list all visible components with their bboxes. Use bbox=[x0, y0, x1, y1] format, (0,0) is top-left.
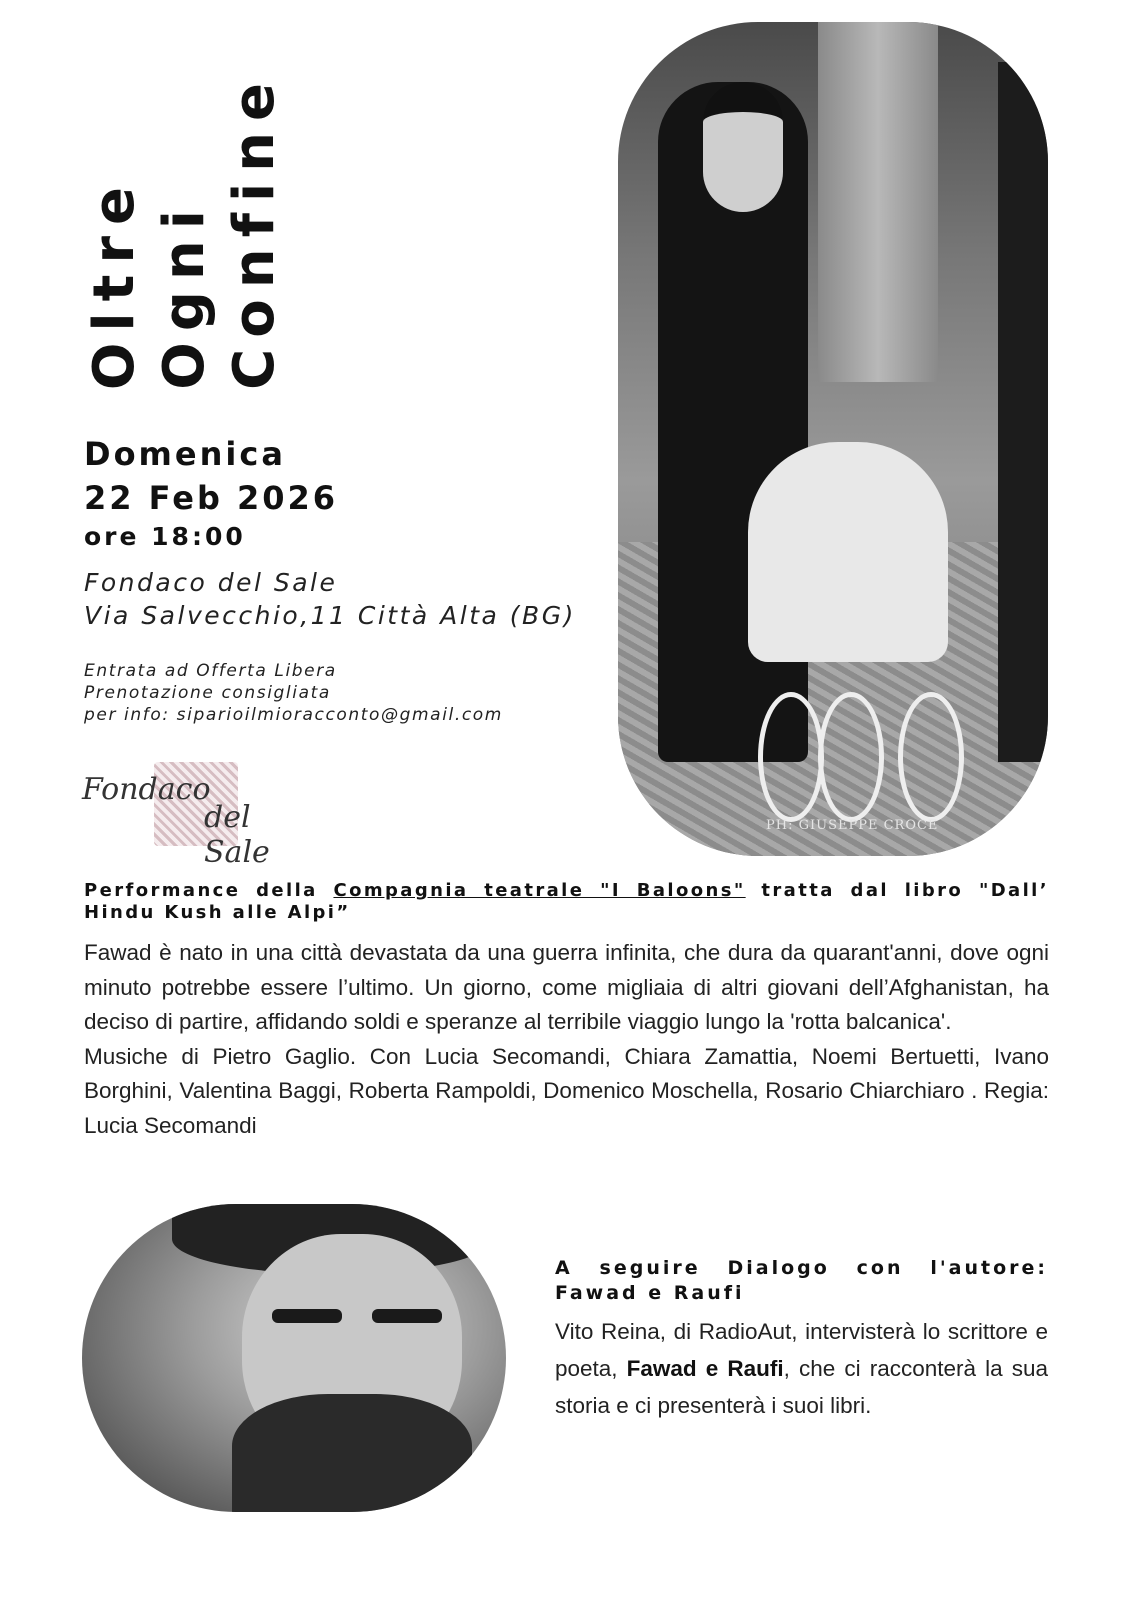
title-line-oltre: Oltre bbox=[82, 175, 147, 390]
event-date: 22 Feb 2026 bbox=[84, 479, 339, 517]
logo-word-fondaco: Fondaco bbox=[82, 772, 211, 807]
description-paragraph: Fawad è nato in una città devastata da una guerra infinita, che dura da quarant'anni, dove ogni minuto potrebbe essere l’ultimo. Un giorno, come migliaia di altri giovani dell’Afghanistan, ha deciso di partire, affidando soldi e speranze al terribile viaggio lungo la 'rotta balcanica'. bbox=[84, 940, 1049, 1034]
title-line-ogni: Ogni bbox=[152, 199, 217, 390]
performance-photo bbox=[618, 22, 1048, 856]
photo-pram-wheel bbox=[758, 692, 824, 822]
venue-name: Fondaco del Sale bbox=[84, 568, 338, 597]
event-title bbox=[82, 60, 312, 390]
logo-word-del-sale: del Sale bbox=[204, 800, 270, 870]
talk-heading-line2: Fawad e Raufi bbox=[555, 1282, 745, 1304]
credits-paragraph: Musiche di Pietro Gaglio. Con Lucia Secomandi, Chiara Zamattia, Noemi Bertuetti, Ivano Borghini, Valentina Baggi, Roberta Rampoldi, Domenico Moschella, Rosario Chiarchiaro . Regia: Lucia Secomandi bbox=[84, 1043, 1049, 1138]
photo-pram bbox=[748, 442, 948, 662]
event-time: ore 18:00 bbox=[84, 522, 246, 551]
talk-description bbox=[555, 1313, 1048, 1424]
photo-pram-wheel bbox=[818, 692, 884, 822]
company-link[interactable]: Compagnia teatrale "I Baloons" bbox=[333, 880, 746, 901]
performance-prefix: Performance della bbox=[84, 880, 334, 901]
talk-heading bbox=[555, 1256, 1048, 1306]
event-day: Domenica bbox=[84, 435, 286, 473]
author-beard bbox=[232, 1394, 472, 1512]
booking-info: Prenotazione consigliata bbox=[84, 683, 331, 703]
info-block bbox=[84, 660, 503, 726]
photo-second-performer bbox=[998, 62, 1048, 762]
venue-block bbox=[84, 566, 576, 632]
fondaco-logo bbox=[82, 760, 322, 870]
venue-address: Via Salvecchio,11 Città Alta (BG) bbox=[84, 601, 576, 630]
performance-description bbox=[84, 936, 1049, 1143]
author-photo bbox=[82, 1204, 506, 1512]
entry-info: Entrata ad Offerta Libera bbox=[84, 661, 337, 681]
photo-credit: PH: GIUSEPPE CROCE bbox=[766, 818, 939, 833]
title-line-confine: Confine bbox=[222, 72, 287, 390]
talk-body-end: , che ci racconterà la sua storia e ci presenterà i suoi libri. bbox=[555, 1356, 1048, 1418]
event-datetime bbox=[84, 432, 338, 554]
photo-performer-head bbox=[703, 82, 783, 212]
performance-heading bbox=[84, 880, 1049, 924]
author-name: Fawad e Raufi bbox=[626, 1356, 784, 1381]
talk-heading-line1: A seguire Dialogo con l'autore: bbox=[555, 1257, 1048, 1279]
photo-pram-wheel bbox=[898, 692, 964, 822]
contact-info: per info: siparioilmioracconto@gmail.com bbox=[84, 705, 503, 725]
photo-column bbox=[818, 22, 938, 382]
performance-suffix: tratta dal libro "Dall’ Hindu Kush alle Alpi” bbox=[84, 880, 1049, 923]
author-brow bbox=[372, 1309, 442, 1323]
author-brow bbox=[272, 1309, 342, 1323]
talk-body-start: Vito Reina, di RadioAut, intervisterà lo scrittore e poeta, bbox=[555, 1319, 1048, 1381]
